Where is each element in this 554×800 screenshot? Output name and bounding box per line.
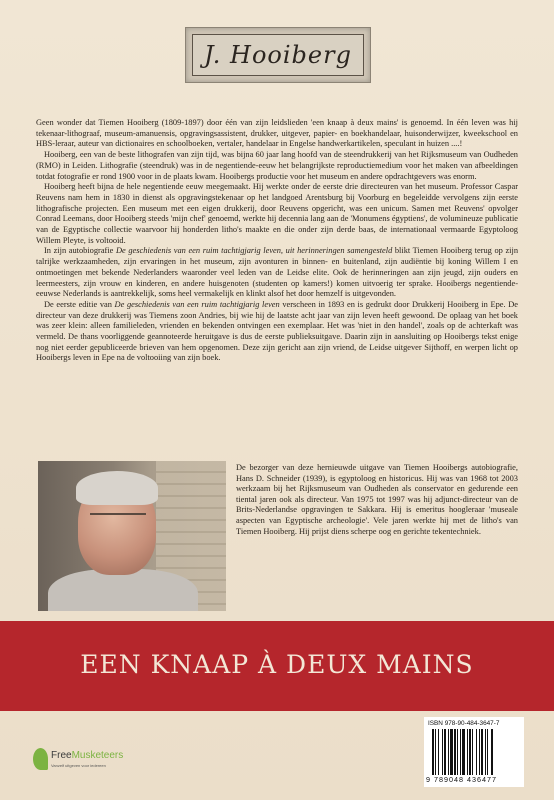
publisher-name (51, 750, 123, 761)
signature: J. Hooiberg (204, 41, 352, 69)
paragraph-1: Geen wonder dat Tiemen Hooiberg (1809-1897) door één van zijn leidslieden 'een knaap à deux mains' is genoemd. In één leven was hij tekenaar-lithograaf, museum-amanuensis, opgravingsassistent, drukker, uitgever, papier- en boekhandelaar, huisonderwijzer, kweekschool en HBS-leraar, auteur van dictionaires en schoolboeken, vertaler, handelaar in Engelse handwerkartikelen, speculant in huizen ....! (36, 118, 518, 149)
bio-text: De bezorger van deze hernieuwde uitgave van Tiemen Hooibergs autobiografie, Hans D. Schneider (1939), is egyptoloog en historicus. Hij was van 1968 tot 2003 werkzaam bij het Rijksmuseum van Oudheden als conservator en gedurende een tiental jaren ook als directeur. Van 1975 tot 1997 was hij adjunct-directeur van de Brits-Nederlandse opgravingen te Sakkara. Hij is emeritus hoogleraar 'museale aspecten van Egyptische archeologie'. Vele jaren werkte hij met de litho's van Tiemen Hooiberg. Hij prijst diens scherpe oog en gerichte tekentechniek. (236, 463, 518, 536)
paragraph-4-rest: blikt Tiemen Hooiberg terug op zijn talrijke werkzaamheden, zijn ervaringen in het museum, zijn avonturen in binnen- en buitenland, zijn audiëntie bij koning Willem I en ontmoetingen met bekende Nederlanders waaronder veel leden van de Leidse elite. Ook de herinneringen aan zijn jeugd, zijn ouders en leermeesters, zijn vrouw en kinderen, en andere huisgenoten (studenten op kamers!) komen uitvoerig ter sprake. Hooibergs negentiende-eeuwse Nederlands is aantrekkelijk, soms heel vermakelijk en klinkt alsof het door hemzelf is uitgevonden. (36, 246, 519, 299)
publisher-musketeers: Musketeers (71, 750, 124, 761)
paragraph-3: Hooiberg heeft bijna de hele negentiende eeuw meegemaakt. Hij werkte onder de eerste drie directeuren van het museum. Professor Caspar Reuvens nam hem in 1830 in dienst als opgravingstekenaar op het landgoed Arentsburg bij Voorburg en begeleidde vervolgens zijn eerste lithografische projecten. Een museum met een eigen drukkerij, door Reuvens opgericht, was een unicum. Samen met Reuvens' opvolger Conrad Leemans, door Hooiberg steeds 'mijn chef' genoemd, werkte hij decennia lang aan de 'Monumens égyptiens', de volumineuze publicatie van de Egyptische collectie waarvoor hij honderden litho's maakte en die onder zijn derde baas, de internationaal vermaarde Egyptoloog Willem Pleyte, is voltooid. (36, 182, 518, 245)
paragraph-4 (36, 246, 518, 300)
autobiography-title: De geschiedenis van een ruim tachtigjarig leven, uit herinneringen samengesteld (116, 246, 393, 256)
first-edition-title: De geschiedenis van een ruim tachtigjarig leven (114, 299, 280, 309)
title-band (0, 621, 554, 711)
publisher-leaf-icon (33, 748, 48, 770)
publisher-free: Free (51, 750, 72, 761)
paragraph-5-lead: De eerste editie van (44, 299, 115, 309)
barcode-icon (432, 729, 518, 775)
book-title: EEN KNAAP À DEUX MAINS (80, 650, 474, 679)
paragraph-4-lead: In zijn autobiografie (44, 246, 116, 256)
publisher-tagline: Vanzelf uitgeven voor iedereen (51, 763, 106, 768)
photo-glasses (90, 513, 146, 525)
author-photo (38, 461, 226, 611)
barcode-number: 9 789048 436477 (426, 775, 497, 784)
paragraph-5 (36, 300, 518, 364)
photo-hair (76, 471, 158, 505)
blurb-text (36, 118, 518, 364)
signature-frame (185, 27, 371, 83)
photo-shirt (48, 569, 198, 611)
paragraph-5-rest: verscheen in 1893 en is gedrukt door Drukkerij Hooiberg in Epe. De directeur van deze drukkerij was Tiemens zoon Andries, bij wie hij de laatste acht jaar van zijn leven heeft gewoond. De oplaag van het boek was zeer klein: alleen familieleden, vrienden en bekenden ontvingen een exemplaar. Het was 'niet in den handel', zoals op de achterkaft was vermeld. De thans voorliggende geannoteerde heruitgave is dus de eerste publieksuitgave. Daarin zijn in aansluiting op Hooibergs tekst enige nog niet eerder gepubliceerde brieven van hem opgenomen. Deze zijn gericht aan zijn vriend, de Leidse uitgever Sijthoff, en werpen licht op Hooibergs leven in Epe na de voltooiing van zijn boek. (36, 299, 518, 363)
barcode-panel (424, 717, 524, 787)
isbn-label: ISBN 978-90-484-3647-7 (428, 720, 500, 727)
paragraph-2: Hooiberg, een van de beste lithografen van zijn tijd, was bijna 60 jaar lang hoofd van de steendrukkerij van het Rijksmuseum van Oudheden (RMO) in Leiden. Lithografie (steendruk) was in de negentiende-eeuw het belangrijkste reproductiemedium voor het maken van afbeeldingen totdat fotografie er rond 1900 voor in de plaats kwam. Hooibergs productie voor het museum en andere opdrachtgevers was enorm. (36, 150, 518, 181)
author-bio (236, 463, 518, 537)
signature-panel (192, 34, 364, 76)
